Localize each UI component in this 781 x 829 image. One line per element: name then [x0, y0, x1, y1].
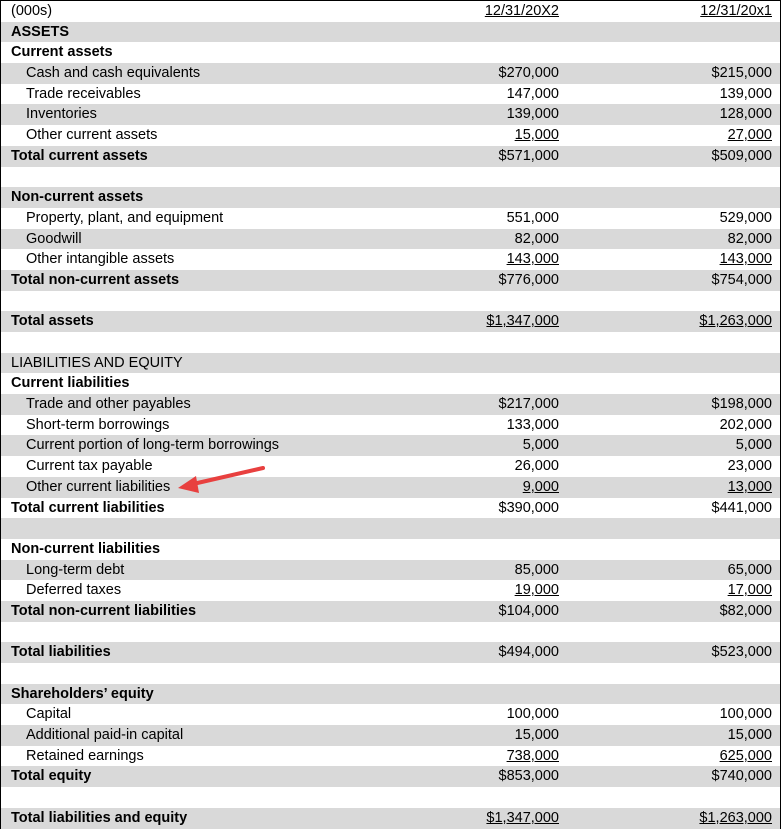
value-20x1: 128,000: [719, 106, 772, 123]
row-label: LIABILITIES AND EQUITY: [11, 354, 183, 371]
value-20x1: $509,000: [711, 147, 772, 164]
value-20x1: 139,000: [719, 85, 772, 102]
blank-row: [1, 167, 780, 188]
row-label: Inventories: [26, 106, 97, 123]
value-20x2: 100,000: [506, 706, 559, 723]
value-20x2: $776,000: [498, 271, 559, 288]
value-20x1: 5,000: [735, 437, 772, 454]
row-label: Other current assets: [26, 127, 158, 144]
value-20x1: 625,000: [719, 747, 772, 764]
row-label: Goodwill: [26, 230, 82, 247]
row-label: Shareholders’ equity: [11, 685, 154, 702]
row-label: Short-term borrowings: [26, 416, 170, 433]
row-label: Total equity: [11, 768, 92, 785]
value-20x1: 27,000: [727, 127, 772, 144]
value-20x2: 19,000: [514, 582, 559, 599]
table-row: [1, 187, 780, 208]
value-20x1: 15,000: [727, 727, 772, 744]
table-row: [1, 229, 780, 250]
blank-row: [1, 663, 780, 684]
value-20x2: $390,000: [498, 499, 559, 516]
value-20x1: 23,000: [727, 458, 772, 475]
table-row: [1, 208, 780, 229]
row-label: ASSETS: [11, 23, 70, 40]
value-20x2: 738,000: [506, 747, 559, 764]
value-20x1: $1,263,000: [699, 809, 772, 826]
table-row: [1, 270, 780, 291]
value-20x1: 143,000: [719, 251, 772, 268]
table-row: [1, 580, 780, 601]
table-row: [1, 642, 780, 663]
value-20x2: 139,000: [506, 106, 559, 123]
value-20x2: 9,000: [522, 478, 559, 495]
value-20x2: 143,000: [506, 251, 559, 268]
table-row: [1, 477, 780, 498]
row-label: Capital: [26, 706, 72, 723]
value-20x1: $740,000: [711, 768, 772, 785]
value-20x1: $198,000: [711, 396, 772, 413]
header-row: [1, 1, 780, 22]
table-row: [1, 498, 780, 519]
row-label: Current liabilities: [11, 375, 130, 392]
value-20x1: 82,000: [727, 230, 772, 247]
row-label: Total liabilities and equity: [11, 809, 188, 826]
table-row: [1, 42, 780, 63]
table-row: [1, 456, 780, 477]
row-label: Total non-current assets: [11, 271, 180, 288]
row-label: Current portion of long-term borrowings: [26, 437, 280, 454]
row-label: Trade and other payables: [26, 396, 191, 413]
value-20x1: 100,000: [719, 706, 772, 723]
table-row: [1, 601, 780, 622]
table-row: [1, 373, 780, 394]
row-label: Current assets: [11, 44, 113, 61]
row-label: Cash and cash equivalents: [26, 65, 201, 82]
row-label: Non-current liabilities: [11, 540, 161, 557]
row-label: Long-term debt: [26, 561, 125, 578]
value-20x2: 147,000: [506, 85, 559, 102]
blank-row: [1, 787, 780, 808]
row-label: Other intangible assets: [26, 251, 175, 268]
table-row: [1, 84, 780, 105]
table-row: [1, 435, 780, 456]
value-20x1: 13,000: [727, 478, 772, 495]
value-20x1: $215,000: [711, 65, 772, 82]
table-row: [1, 394, 780, 415]
table-row: [1, 539, 780, 560]
row-label: Retained earnings: [26, 747, 144, 764]
table-row: [1, 704, 780, 725]
row-label: Additional paid-in capital: [26, 727, 184, 744]
row-label: Total liabilities: [11, 644, 111, 661]
value-20x1: 202,000: [719, 416, 772, 433]
value-20x1: $441,000: [711, 499, 772, 516]
value-20x1: 17,000: [727, 582, 772, 599]
blank-row: [1, 622, 780, 643]
row-label: Total current liabilities: [11, 499, 165, 516]
table-row: [1, 311, 780, 332]
value-20x1: $523,000: [711, 644, 772, 661]
row-label: Current tax payable: [26, 458, 153, 475]
value-20x2: 15,000: [514, 127, 559, 144]
table-row: [1, 22, 780, 43]
table-row: [1, 249, 780, 270]
column-header-20x2: 12/31/20X2: [484, 3, 559, 19]
table-row: [1, 560, 780, 581]
value-20x2: $571,000: [498, 147, 559, 164]
value-20x2: $104,000: [498, 602, 559, 619]
value-20x1: 529,000: [719, 209, 772, 226]
row-label: Non-current assets: [11, 189, 144, 206]
row-label: Total current assets: [11, 147, 148, 164]
table-row: [1, 766, 780, 787]
row-label: Deferred taxes: [26, 582, 122, 599]
value-20x2: $270,000: [498, 65, 559, 82]
table-row: [1, 146, 780, 167]
blank-row: [1, 518, 780, 539]
value-20x2: $1,347,000: [486, 809, 559, 826]
table-row: [1, 725, 780, 746]
row-label: Other current liabilities: [26, 478, 171, 495]
value-20x1: $82,000: [719, 602, 772, 619]
value-20x2: $494,000: [498, 644, 559, 661]
blank-row: [1, 291, 780, 312]
row-label: Total assets: [11, 313, 94, 330]
blank-row: [1, 332, 780, 353]
table-row: [1, 684, 780, 705]
table-row: [1, 415, 780, 436]
value-20x2: 551,000: [506, 209, 559, 226]
table-row: [1, 104, 780, 125]
table-row: [1, 125, 780, 146]
value-20x2: 15,000: [514, 727, 559, 744]
value-20x1: 65,000: [727, 561, 772, 578]
table-row: [1, 808, 780, 829]
table-row: [1, 746, 780, 767]
row-label: Total non-current liabilities: [11, 602, 197, 619]
value-20x2: 133,000: [506, 416, 559, 433]
table-row: [1, 63, 780, 84]
value-20x1: $1,263,000: [699, 313, 772, 330]
units-label: (000s): [11, 3, 53, 19]
value-20x1: $754,000: [711, 271, 772, 288]
row-label: Trade receivables: [26, 85, 141, 102]
row-label: Property, plant, and equipment: [26, 209, 224, 226]
value-20x2: $853,000: [498, 768, 559, 785]
value-20x2: $1,347,000: [486, 313, 559, 330]
column-header-20x1: 12/31/20x1: [700, 3, 772, 19]
table-row: [1, 353, 780, 374]
value-20x2: $217,000: [498, 396, 559, 413]
value-20x2: 26,000: [514, 458, 559, 475]
value-20x2: 85,000: [514, 561, 559, 578]
value-20x2: 5,000: [522, 437, 559, 454]
value-20x2: 82,000: [514, 230, 559, 247]
